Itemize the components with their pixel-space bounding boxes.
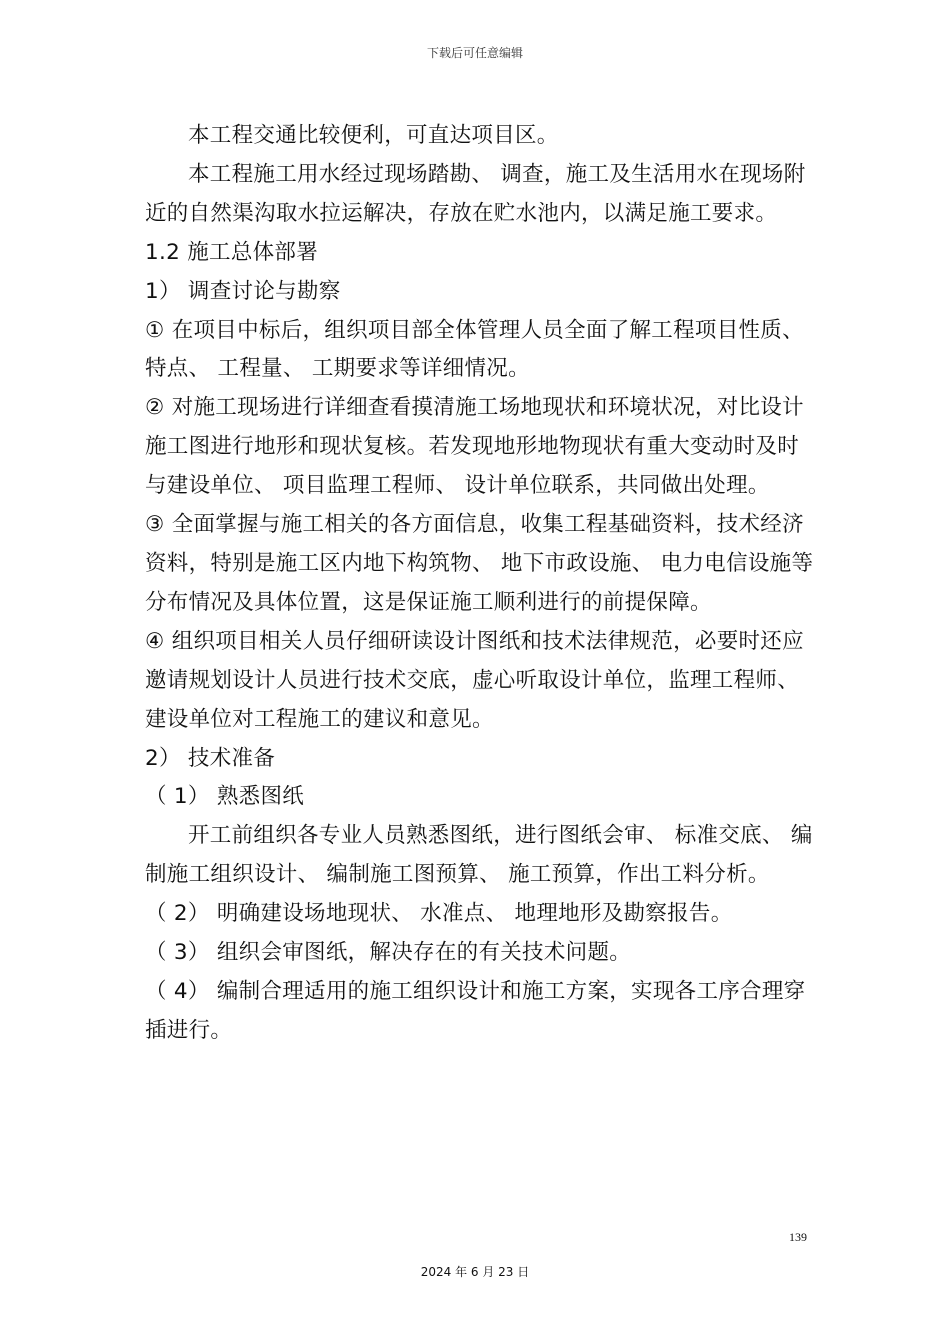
list-item: ③ 全面掌握与施工相关的各方面信息，收集工程基础资料，技术经济资料，特别是施工区内地下构筑物、 地下市政设施、 电力电信设施等分布情况及具体位置，这是保证施工顺利进行的前提保障。 [145, 512, 814, 615]
footer-date: 2024 年 6 月 23 日 [420, 1265, 530, 1279]
page-header: 下载后可任意编辑 [426, 46, 523, 60]
list-item: （ 2） 明确建设场地现状、 水准点、 地理地形及勘察报告。 [145, 901, 733, 927]
list-item: （ 1） 熟悉图纸 [145, 784, 305, 810]
list-item: ② 对施工现场进行详细查看摸清施工场地现状和环境状况，对比设计施工图进行地形和现状复核。若发现地形地物现状有重大变动时及时与建设单位、 项目监理工程师、 设计单位联系，共同做出处理。 [145, 395, 804, 499]
paragraph-water: 本工程施工用水经过现场踏勘、 调查，施工及生活用水在现场附近的自然渠沟取水拉运解决，存放在贮水池内，以满足施工要求。 [145, 161, 806, 226]
document-body [145, 117, 817, 1051]
paragraph-traffic: 本工程交通比较便利，可直达项目区。 [188, 123, 559, 148]
paragraph-drawings: 开工前组织各专业人员熟悉图纸，进行图纸会审、 标准交底、 编制施工组织设计、 编制施工图预算、 施工预算，作出工料分析。 [145, 823, 813, 888]
page-number: 139 [789, 1230, 807, 1244]
subsection-heading: 1） 调查讨论与勘察 [145, 278, 341, 304]
subsection-heading: 2） 技术准备 [145, 745, 276, 771]
list-item: ④ 组织项目相关人员仔细研读设计图纸和技术法律规范，必要时还应邀请规划设计人员进行技术交底，虚心听取设计单位，监理工程师、 建设单位对工程施工的建议和意见。 [145, 628, 807, 732]
list-item: （ 4） 编制合理适用的施工组织设计和施工方案，实现各工序合理穿插进行。 [145, 978, 806, 1043]
section-heading: 1.2 施工总体部署 [145, 239, 319, 265]
list-item: （ 3） 组织会审图纸，解决存在的有关技术问题。 [145, 940, 632, 966]
list-item: ① 在项目中标后，组织项目部全体管理人员全面了解工程项目性质、 特点、 工程量、 工期要求等详细情况。 [145, 317, 812, 382]
